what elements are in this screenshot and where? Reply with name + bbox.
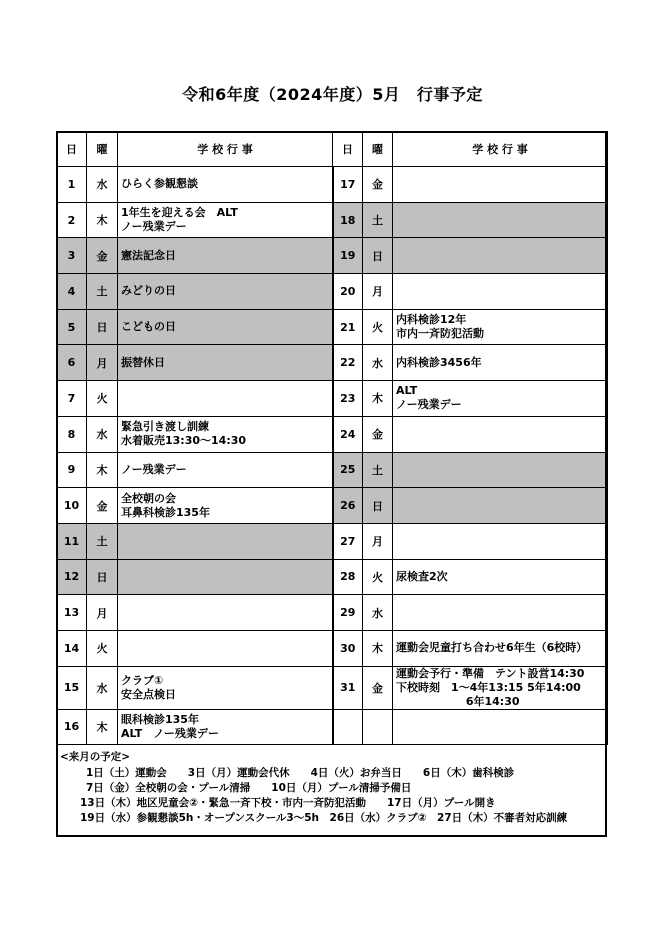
- day-cell: 29: [333, 595, 363, 631]
- event-text: 憲法記念日: [121, 248, 176, 262]
- weekday-cell: 月: [363, 274, 393, 310]
- event-text: ノー残業デー: [121, 462, 187, 476]
- event-text: 運動会児童打ち合わせ6年生（6校時）: [396, 641, 588, 655]
- event-text: 市内一斉防犯活動: [396, 327, 484, 341]
- day-cell: 6: [57, 345, 87, 381]
- weekday-cell: 水: [363, 595, 393, 631]
- day-cell: 14: [57, 630, 87, 666]
- next-month-section: [56, 750, 607, 837]
- next-month-line: 7日（金）全校朝の会・プール清掃 10日（月）プール清掃予備日: [86, 782, 412, 794]
- day-cell: 31: [333, 666, 363, 709]
- outer-frame: [56, 131, 607, 837]
- day-cell: 8: [57, 416, 87, 452]
- event-text: 運動会予行・準備 テント設営14:30: [396, 666, 585, 680]
- day-cell: 30: [333, 630, 363, 666]
- event-text: ALT: [396, 384, 418, 398]
- next-month-line: 19日（水）参観懇談5h・オープンスクール3～5h 26日（水）クラブ② 27日（木）不審者対応訓練: [80, 812, 568, 824]
- day-cell: 13: [57, 595, 87, 631]
- weekday-cell: 木: [363, 630, 393, 666]
- weekday-cell: 水: [87, 416, 118, 452]
- day-cell: 21: [333, 309, 363, 345]
- event-text: 水着販売13:30～14:30: [121, 434, 247, 448]
- next-month-line: 13日（木）地区児童会②・緊急一斉下校・市内一斉防犯活動 17日（月）プール開き: [80, 797, 496, 809]
- weekday-cell: 金: [363, 666, 393, 709]
- event-text: 下校時刻 1～4年13:15 5年14:00: [396, 680, 581, 694]
- event-text: 全校朝の会: [121, 491, 176, 505]
- weekday-cell: 月: [87, 595, 118, 631]
- event-text: ひらく参観懇談: [121, 177, 198, 191]
- weekday-cell: 金: [363, 416, 393, 452]
- day-cell: 11: [57, 523, 87, 559]
- weekday-cell: 土: [87, 274, 118, 310]
- header-event: 学 校 行 事: [393, 132, 608, 167]
- event-text: 内科検診3456年: [396, 355, 482, 369]
- weekday-cell: 日: [87, 309, 118, 345]
- weekday-cell: 水: [87, 666, 118, 709]
- weekday-cell: 火: [87, 381, 118, 417]
- event-text: 尿検査2次: [396, 569, 448, 583]
- header-day: 日: [333, 132, 363, 167]
- weekday-cell: 火: [363, 559, 393, 595]
- weekday-cell: 日: [87, 559, 118, 595]
- next-month-line: 1日（土）運動会 3日（月）運動会代休 4日（火）お弁当日 6日（木）歯科検診: [86, 767, 515, 779]
- header-dow: 曜: [87, 132, 118, 167]
- day-cell: 19: [333, 238, 363, 274]
- day-cell: 27: [333, 523, 363, 559]
- event-text: ノー残業デー: [396, 398, 462, 412]
- weekday-cell: 木: [363, 381, 393, 417]
- weekday-cell: 月: [363, 523, 393, 559]
- day-cell: 15: [57, 666, 87, 709]
- weekday-cell: 水: [87, 167, 118, 203]
- day-cell: 28: [333, 559, 363, 595]
- day-cell: 18: [333, 202, 363, 238]
- event-text: 振替休日: [121, 355, 165, 369]
- day-cell: 22: [333, 345, 363, 381]
- weekday-cell: 火: [87, 630, 118, 666]
- weekday-cell: 日: [363, 238, 393, 274]
- day-cell: 25: [333, 452, 363, 488]
- day-cell: 20: [333, 274, 363, 310]
- event-text: 緊急引き渡し訓練: [121, 420, 209, 434]
- event-text: みどりの日: [121, 284, 176, 298]
- day-cell: 7: [57, 381, 87, 417]
- event-text: ALT ノー残業デー: [121, 726, 219, 740]
- header-dow: 曜: [363, 132, 393, 167]
- day-cell: 16: [57, 709, 87, 745]
- day-cell: 26: [333, 488, 363, 524]
- event-text: こどもの日: [121, 320, 176, 334]
- header-event: 学 校 行 事: [118, 132, 333, 167]
- weekday-cell: 日: [363, 488, 393, 524]
- day-cell: 5: [57, 309, 87, 345]
- event-text: 6年14:30: [396, 694, 520, 708]
- day-cell: 12: [57, 559, 87, 595]
- weekday-cell: 土: [87, 523, 118, 559]
- day-cell: 17: [333, 167, 363, 203]
- weekday-cell: 土: [363, 452, 393, 488]
- weekday-cell: 木: [87, 202, 118, 238]
- day-cell: 3: [57, 238, 87, 274]
- day-cell: 10: [57, 488, 87, 524]
- event-text: 1年生を迎える会 ALT: [121, 206, 238, 220]
- weekday-cell: 金: [87, 488, 118, 524]
- weekday-cell: 火: [363, 309, 393, 345]
- next-month-heading: <来月の予定>: [60, 751, 131, 763]
- event-text: クラブ①: [121, 673, 164, 687]
- day-cell: 24: [333, 416, 363, 452]
- day-cell: 1: [57, 167, 87, 203]
- event-text: ノー残業デー: [121, 220, 187, 234]
- event-text: 耳鼻科検診135年: [121, 505, 210, 519]
- event-text: 安全点検日: [121, 687, 176, 701]
- weekday-cell: 月: [87, 345, 118, 381]
- day-cell: 9: [57, 452, 87, 488]
- event-text: 内科検診12年: [396, 313, 467, 327]
- header-day: 日: [57, 132, 87, 167]
- event-text: 眼科検診135年: [121, 712, 199, 726]
- weekday-cell: 木: [87, 709, 118, 745]
- day-cell: 2: [57, 202, 87, 238]
- weekday-cell: 水: [363, 345, 393, 381]
- weekday-cell: 金: [363, 167, 393, 203]
- weekday-cell: 金: [87, 238, 118, 274]
- day-cell: 23: [333, 381, 363, 417]
- day-cell: 4: [57, 274, 87, 310]
- weekday-cell: 土: [363, 202, 393, 238]
- weekday-cell: 木: [87, 452, 118, 488]
- page-title: 令和6年度（2024年度）5月 行事予定: [182, 85, 483, 104]
